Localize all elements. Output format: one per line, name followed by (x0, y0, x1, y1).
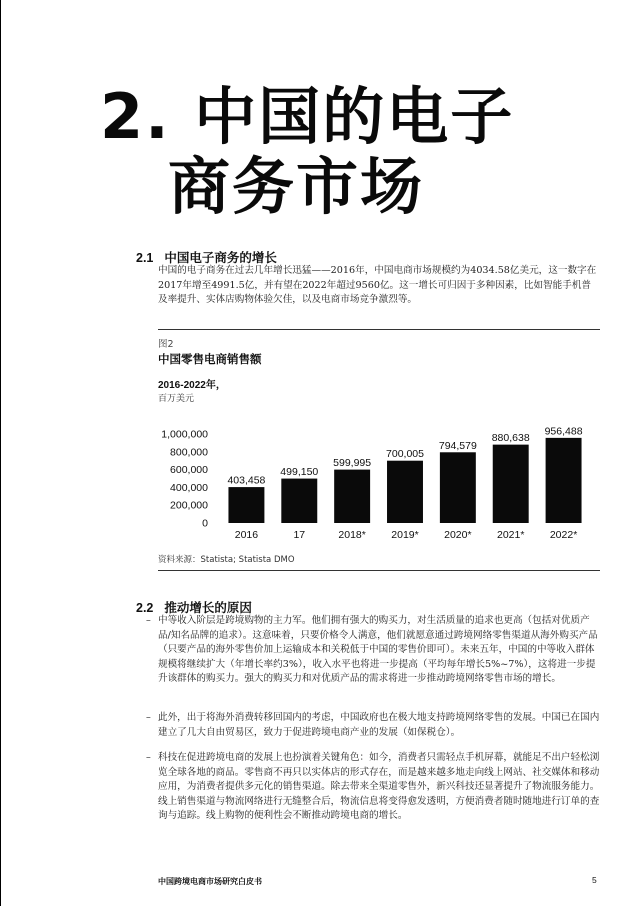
x-tick-label: 2016 (234, 529, 259, 541)
figure-subtitle: 2016-2022年， (158, 380, 226, 391)
bar (546, 438, 582, 523)
x-tick-label: 2020* (444, 529, 472, 541)
y-tick-label: 0 (202, 517, 208, 530)
data-label: 880,638 (491, 432, 530, 445)
chapter-title-line-2: 商务市场 (168, 150, 425, 223)
bar (493, 445, 529, 523)
bar (228, 487, 264, 523)
bullet-dash: – (146, 712, 151, 723)
figure-bottom-rule (158, 570, 600, 571)
x-tick-label: 17 (293, 529, 306, 541)
bullet-item (146, 751, 600, 824)
data-label: 599,995 (333, 457, 372, 470)
bar (281, 479, 317, 523)
data-label: 499,150 (280, 466, 319, 479)
y-tick-label: 800,000 (170, 446, 208, 459)
data-label: 956,488 (544, 425, 583, 438)
figure-title: 中国零售电商销售额 (158, 352, 262, 366)
section-title: 中国电子商务的增长 (164, 250, 277, 265)
section-body: 中国的电子商务在过去几年增长迅猛——2016年，中国电商市场规模约为4034.58亿美元，这一数字在2017年增至4991.5亿，并有望在2022年超过9560亿。这一增长可归因于多种因素，比如智能手机普及率提升、实体店购物体验欠佳，以及电商市场竞争激烈等。 (158, 265, 597, 305)
section-number: 2.2 (136, 601, 154, 615)
page-left-border (0, 0, 1, 906)
figure-source: 资料来源：Statista; Statista DMO (158, 555, 295, 565)
y-tick-label: 1,000,000 (161, 428, 208, 441)
figure-label: 图2 (158, 339, 174, 350)
bar (334, 470, 370, 523)
x-tick-label: 2019* (391, 529, 419, 541)
data-label: 403,458 (227, 474, 266, 487)
section-number: 2.1 (136, 251, 154, 265)
bullet-dash: – (146, 615, 151, 626)
footer-title: 中国跨境电商市场研究白皮书 (158, 876, 262, 886)
page-number: 5 (592, 875, 597, 885)
bar (440, 452, 476, 523)
bullet-text: 中等收入阶层是跨境购物的主力军。他们拥有强大的购买力，对生活质量的追求也更高（包括对优质产品/知名品牌的追求）。这意味着，只要价格令人满意，他们就愿意通过跨境网络零售渠道从海外购买产品（只要产品的海外零售价加上运输成本和关税低于中国的零售价即可）。未来五年，中国的中等收入群体规模将继续扩大（年增长率约3%），收入水平也将进一步提高（平均每年增长5%~7%），这将进一步提升该群体的购买力。强大的购买力和对优质产品的需求将进一步推动跨境网络零售市场的增长。 (158, 615, 598, 684)
y-tick-label: 400,000 (170, 481, 208, 494)
data-label: 794,579 (438, 439, 477, 452)
bullet-item (146, 711, 600, 740)
bullet-text: 此外，出于将海外消费转移回国内的考虑，中国政府也在极大地支持跨境网络零售的发展。中国已在国内建立了几大自由贸易区，致力于促进跨境电商产业的发展（如保税仓）。 (158, 712, 600, 738)
bullet-dash: – (146, 752, 151, 763)
bullet-item (146, 614, 600, 687)
bullet-text: 科技在促进跨境电商的发展上也扮演着关键角色：如今，消费者只需轻点手机屏幕，就能足不出户轻松浏览全球各地的商品。零售商不再只以实体店的形式存在，而是越来越多地走向线上网站、社交媒体和移动应用，为消费者提供多元化的销售渠道。除去带来全渠道零售外，新兴科技还显著提升了物流服务能力。线上销售渠道与物流网络进行无缝整合后，物流信息将变得愈发透明，方便消费者随时随地进行订单的查询与追踪。线上购物的便利性会不断推动跨境电商的增长。 (158, 752, 600, 821)
data-label: 700,005 (386, 448, 424, 461)
bar-chart (140, 410, 600, 550)
figure-unit: 百万美元 (158, 394, 195, 404)
bar (387, 461, 423, 523)
x-tick-label: 2018* (338, 529, 366, 541)
y-tick-label: 600,000 (170, 464, 208, 477)
x-tick-label: 2022* (549, 529, 578, 541)
chapter-title (100, 82, 540, 222)
x-tick-label: 2021* (496, 529, 525, 541)
figure-top-rule (158, 329, 600, 330)
y-tick-label: 200,000 (170, 499, 208, 512)
section-title: 推动增长的原因 (164, 600, 252, 615)
chapter-title-line-1: 2. 中国的电子 (100, 80, 515, 153)
